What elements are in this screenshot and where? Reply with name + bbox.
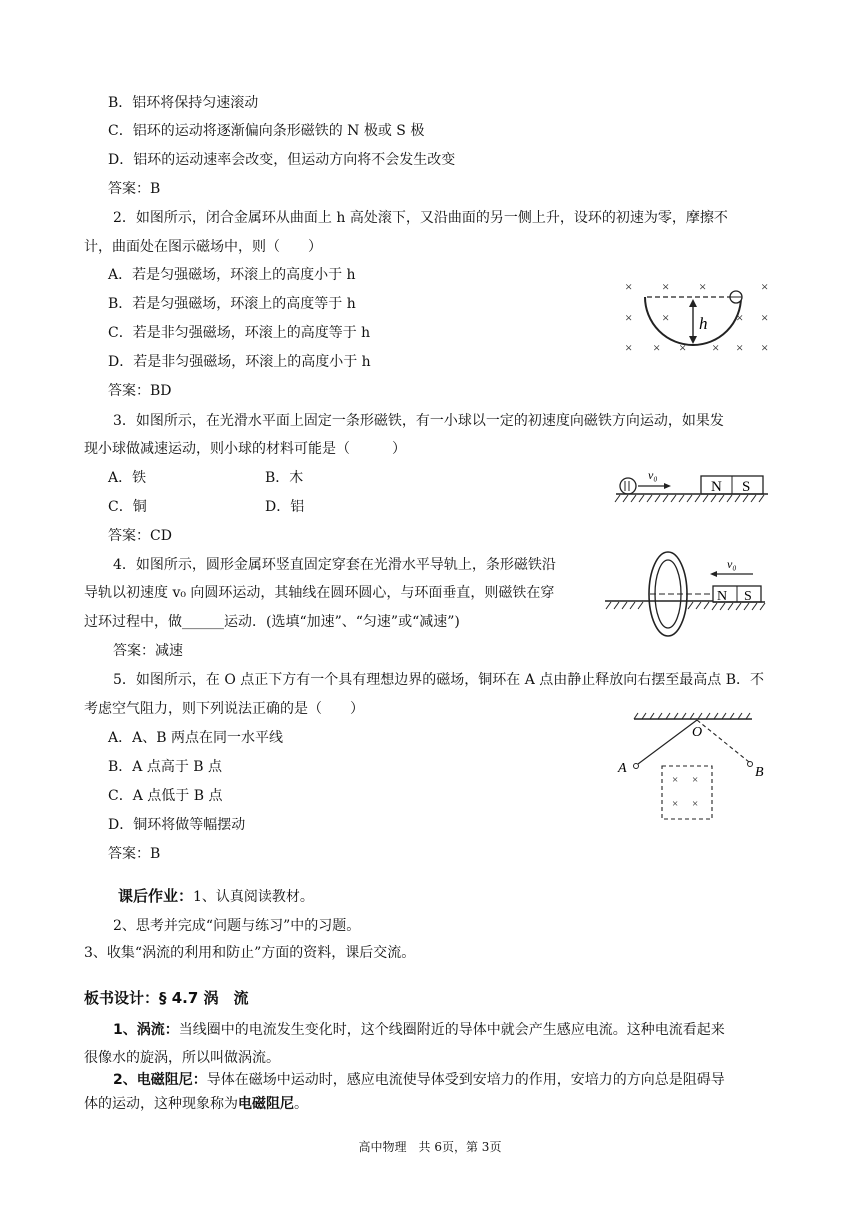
q5-option-b: B．A 点高于 B 点 <box>108 759 223 775</box>
q2-stem-line1: 2．如图所示，闭合金属环从曲面上 h 高处滚下，又沿曲面的另一侧上升，设环的初速为零，摩擦不 <box>113 210 728 226</box>
board-damping-text-end: 体的运动，这种现象称为 <box>84 1096 238 1112</box>
q1-option-b: B．铝环将保持匀速滚动 <box>108 95 259 111</box>
q5-figure-a-label: A <box>618 761 627 776</box>
q2-option-a: A．若是匀强磁场，环滚上的高度小于 h <box>108 267 356 283</box>
q2-answer: 答案：BD <box>108 383 172 399</box>
q5-answer: 答案：B <box>108 846 161 862</box>
q2-stem-line2: 计，曲面处在图示磁场中，则（ ） <box>84 239 322 255</box>
q3-figure-n-pole: N <box>711 479 722 495</box>
q2-magnetic-field-figure <box>615 275 785 360</box>
q4-ring-magnet-figure <box>605 548 780 640</box>
q1-option-d: D．铝环的运动速率会改变，但运动方向将不会发生改变 <box>108 152 456 168</box>
q3-option-a: A．铁 <box>108 470 147 486</box>
q3-ball-magnet-figure <box>612 466 772 508</box>
q4-figure-v0-label: v₀ <box>727 557 737 571</box>
board-damping-period: 。 <box>294 1096 308 1112</box>
svg-text:×: × <box>692 774 699 786</box>
board-eddy-label: 1、涡流： <box>113 1022 179 1038</box>
q1-answer: 答案：B <box>108 181 161 197</box>
svg-text:×: × <box>672 798 679 810</box>
q5-stem-line1: 5．如图所示，在 O 点正下方有一个具有理想边界的磁场，铜环在 A 点由静止释放向右摆至最高点 B．不 <box>113 672 765 688</box>
svg-text:×: × <box>662 310 670 325</box>
q4-answer: 答案：减速 <box>113 643 183 659</box>
q2-option-b: B．若是匀强磁场，环滚上的高度等于 h <box>108 296 356 312</box>
q3-figure-s-pole: S <box>742 479 751 495</box>
board-paragraph2-line1 <box>113 1071 725 1089</box>
q5-figure-o-label: O <box>692 725 703 740</box>
board-damping-term: 电磁阻尼 <box>238 1096 294 1112</box>
svg-text:×: × <box>761 279 769 294</box>
board-eddy-text: 当线圈中的电流发生变化时，这个线圈附近的导体中就会产生感应电流。这种电流看起来 <box>178 1022 725 1038</box>
q3-figure-v0-label: v₀ <box>648 468 658 482</box>
svg-text:×: × <box>692 798 699 810</box>
page-footer: 高中物理 共 6页，第 3页 <box>358 1140 502 1154</box>
svg-text:×: × <box>712 340 720 355</box>
svg-text:×: × <box>761 340 769 355</box>
q5-stem-line2: 考虑空气阻力，则下列说法正确的是（ ） <box>84 701 364 717</box>
homework-item1: 1、认真阅读教材。 <box>193 889 314 905</box>
q5-option-a: A．A、B 两点在同一水平线 <box>108 730 283 746</box>
q4-stem-line3: 过环过程中，做______运动．(选填“加速”、“匀速”或“减速”) <box>84 614 460 630</box>
q3-option-d: D．铝 <box>265 499 305 515</box>
q3-option-c: C．铜 <box>108 499 147 515</box>
q3-stem-line1: 3．如图所示，在光滑水平面上固定一条形磁铁，有一小球以一定的初速度向磁铁方向运动，如果发 <box>113 413 724 429</box>
svg-text:×: × <box>672 774 679 786</box>
board-paragraph2-line2 <box>84 1095 308 1113</box>
q5-figure-b-label: B <box>755 765 764 780</box>
q3-stem-line2: 现小球做减速运动，则小球的材料可能是（ ） <box>84 441 406 457</box>
board-paragraph1-line1 <box>113 1021 725 1039</box>
svg-text:×: × <box>662 279 670 294</box>
svg-text:×: × <box>625 310 633 325</box>
q2-option-c: C．若是非匀强磁场，环滚上的高度等于 h <box>108 325 371 341</box>
svg-text:×: × <box>736 310 744 325</box>
q5-option-d: D．铜环将做等幅摆动 <box>108 817 246 833</box>
homework-item2: 2、思考并完成“问题与练习”中的习题。 <box>113 918 361 934</box>
q2-figure-h-label: h <box>699 314 708 333</box>
svg-text:×: × <box>653 340 661 355</box>
svg-text:×: × <box>679 340 687 355</box>
q3-answer: 答案：CD <box>108 528 172 544</box>
board-title: 板书设计：§ 4.7 涡 流 <box>84 989 249 1007</box>
svg-text:×: × <box>625 340 633 355</box>
svg-text:×: × <box>736 340 744 355</box>
q5-pendulum-figure <box>612 712 772 824</box>
q4-stem-line2: 导轨以初速度 v₀ 向圆环运动，其轴线在圆环圆心，与环面垂直，则磁铁在穿 <box>84 585 555 601</box>
board-paragraph1-line2: 很像水的旋涡，所以叫做涡流。 <box>84 1050 280 1066</box>
svg-text:×: × <box>699 279 707 294</box>
q2-option-d: D．若是非匀强磁场，环滚上的高度小于 h <box>108 354 371 370</box>
board-damping-label: 2、电磁阻尼： <box>113 1072 207 1088</box>
svg-text:×: × <box>761 310 769 325</box>
homework-title: 课后作业： <box>118 887 194 905</box>
q5-option-c: C．A 点低于 B 点 <box>108 788 223 804</box>
q4-stem-line1: 4．如图所示，圆形金属环竖直固定穿套在光滑水平导轨上，条形磁铁沿 <box>113 557 556 573</box>
svg-text:×: × <box>625 279 633 294</box>
board-damping-text: 导体在磁场中运动时，感应电流使导体受到安培力的作用，安培力的方向总是阻碍导 <box>206 1072 725 1088</box>
q4-figure-n-pole: N <box>717 589 728 604</box>
homework-item3: 3、收集“涡流的利用和防止”方面的资料，课后交流。 <box>84 945 416 961</box>
q1-option-c: C．铝环的运动将逐渐偏向条形磁铁的 N 极或 S 极 <box>108 123 425 139</box>
homework-line1 <box>118 887 314 906</box>
q3-option-b: B．木 <box>265 470 304 486</box>
q4-figure-s-pole: S <box>744 589 752 604</box>
